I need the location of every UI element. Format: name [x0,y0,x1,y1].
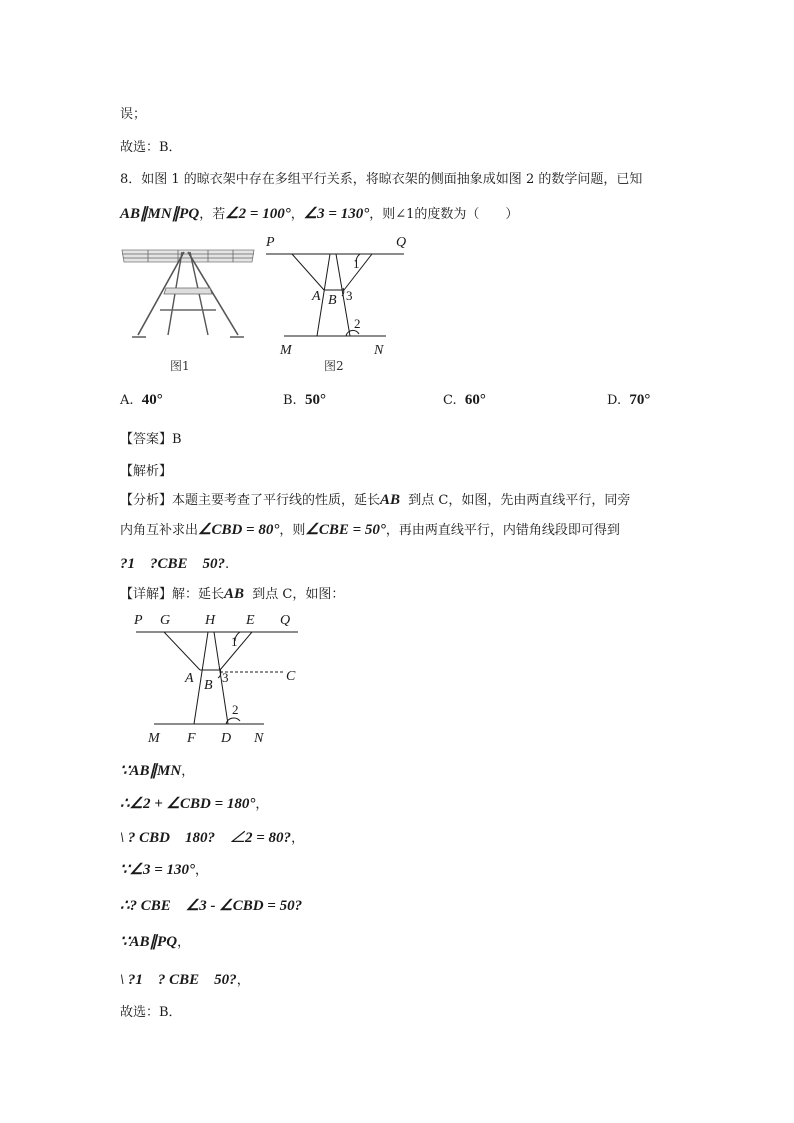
math-angle2: ∠2 = 100° [225,206,291,222]
option-d: D. 70° [607,392,651,408]
svg-text:P: P [134,613,143,628]
option-b: B. 50° [283,392,326,408]
analysis-heading: 【解析】 [120,464,173,479]
analysis-line-3: ?1 ?CBE 50?. [120,556,230,572]
option-c: C. 60° [443,392,486,408]
svg-text:M: M [280,343,292,358]
svg-text:A: A [185,671,194,686]
svg-text:B: B [204,678,213,693]
svg-text:Q: Q [396,235,407,250]
svg-text:F: F [187,731,196,746]
analysis-line-1: 【分析】本题主要考查了平行线的性质，延长AB 到点 C，如图，先由两直线平行，同旁 [120,492,631,508]
svg-text:2: 2 [232,702,239,717]
svg-text:3: 3 [346,288,353,303]
svg-text:B: B [328,293,337,308]
step-6: ∵AB∥PQ， [120,934,191,950]
svg-text:2: 2 [354,316,361,331]
svg-text:A: A [312,289,321,304]
figure-2-diagram [262,232,412,378]
option-a: A. 40° [120,392,163,408]
figure-1-drying-rack [118,240,258,378]
svg-text:G: G [160,613,171,628]
svg-text:P: P [266,235,275,250]
svg-text:N: N [374,343,384,358]
svg-text:D: D [221,731,232,746]
figure-2-caption: 图2 [324,359,344,373]
step-2: ∴∠2 + ∠CBD = 180°， [120,796,269,812]
math-angle3: ∠3 = 130° [303,206,370,222]
step-1: ∵AB∥MN， [120,763,195,779]
svg-text:1: 1 [353,256,360,271]
svg-text:Q: Q [280,613,291,628]
svg-text:N: N [254,731,264,746]
math-parallel: AB∥MN∥PQ [120,206,200,222]
step-4: ∵∠3 = 130°， [120,862,209,878]
answer-line: 【答案】B [120,432,182,447]
svg-text:3: 3 [222,670,229,685]
svg-text:E: E [246,613,255,628]
figure-3-diagram [130,608,310,750]
question-condition: AB∥MN∥PQ，若∠2 = 100°，∠3 = 130°，则∠1的度数为（ ） [120,206,519,222]
detail-intro: 【详解】解：延长AB 到点 C，如图： [120,586,345,602]
final-select: 故选：B． [120,1005,182,1020]
svg-text:H: H [205,613,216,628]
analysis-line-2: 内角互补求出∠CBD = 80°，则∠CBE = 50°，再由两直线平行，内错角线段即可得到 [120,522,620,538]
question-text: 8．如图 1 的晾衣架中存在多组平行关系，将晾衣架的侧面抽象成如图 2 的数学问题，已知 [120,172,643,187]
text-line: 误； [120,107,147,122]
figure-1-caption: 图1 [170,359,190,373]
svg-text:M: M [148,731,160,746]
step-5: ∴? CBE ∠3 - ∠CBD = 50? [120,898,303,914]
text-line: 故选：B． [120,140,182,155]
svg-text:C: C [286,669,296,684]
svg-text:1: 1 [231,634,238,649]
step-7: \ ?1 ? CBE 50?， [120,972,250,988]
step-3: \ ? CBD 180? ∠2 = 80?， [120,830,305,846]
